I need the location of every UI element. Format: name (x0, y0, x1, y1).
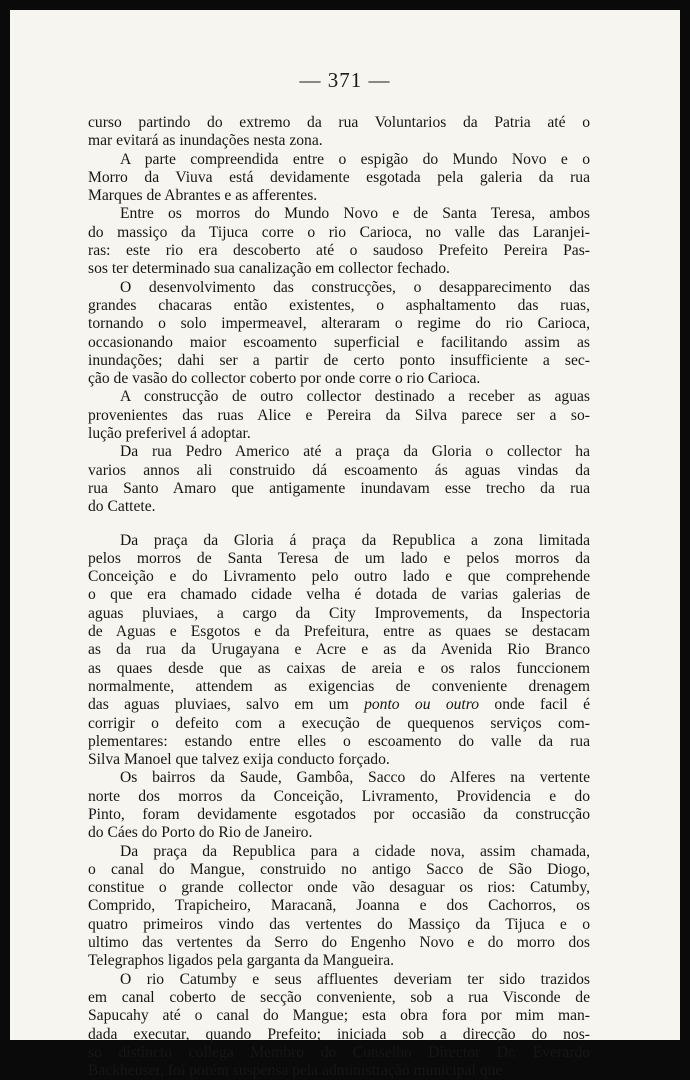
text-line: as da rua da Urugayana e Acre e as da Avenida Rio Branco (88, 641, 590, 659)
text-line: corrigir o defeito com a execução de quequenos serviços com- (88, 714, 590, 732)
text-line: dada executar, quando Prefeito; iniciada sob a direcção do nos- (88, 1025, 590, 1043)
text-line: Da rua Pedro Americo até a praça da Gloria o collector ha (120, 443, 590, 461)
text-line: grandes chacaras então existentes, o asphaltamento das ruas, (88, 296, 590, 314)
text-line: occasionando maior escoamento superficial e facilitando assim as (88, 333, 590, 351)
paragraph (88, 971, 590, 1080)
text-line: provenientes das ruas Alice e Pereira da Silva parece ser a so- (88, 406, 590, 424)
text-line: tornando o solo impermeavel, alteraram o regime do rio Carioca, (88, 315, 590, 333)
text-line: so distincto collega Membro do Conselho Director Dr. Everardo (88, 1043, 590, 1061)
text-line: mar evitará as inundações nesta zona. (88, 132, 323, 150)
text-line: Marques de Abrantes e as afferentes. (88, 187, 318, 205)
text-line: O desenvolvimento das construcções, o desapparecimento das (120, 278, 590, 296)
text-line: em canal coberto de secção conveniente, sob a rua Visconde de (88, 988, 590, 1006)
text-line: plementares: estando entre elles o escoamento do valle da rua (88, 732, 590, 750)
text-line: ção de vasão do collector coberto por onde corre o rio Carioca. (88, 370, 481, 388)
text-line: rua Santo Amaro que antigamente inundavam esse trecho da rua (88, 479, 590, 497)
text-line: A parte compreendida entre o espigão do Mundo Novo e o (120, 150, 590, 168)
text-line: sos ter determinado sua canalização em collector fechado. (88, 260, 450, 278)
text-line: do Cattete. (88, 498, 156, 516)
text-line: pelos morros de Santa Teresa de um lado e pelos morros da (88, 549, 590, 567)
paragraph (88, 843, 590, 971)
text-line: constitue o grande collector onde vão desaguar os rios: Catumby, (88, 879, 590, 897)
text-line: Comprido, Trapicheiro, Maracanã, Joanna e dos Cachorros, os (88, 897, 590, 915)
paragraph (88, 532, 590, 770)
text-line: norte dos morros da Conceição, Livramento, Providencia e do (88, 787, 590, 805)
paragraph (88, 769, 590, 842)
document-page (10, 10, 680, 1080)
text-line: o que era chamado cidade velha é dotada de varias galerias de (88, 586, 590, 604)
text-line: lução preferivel á adoptar. (88, 425, 251, 443)
text-line: das aguas pluviaes, salvo em um ponto ou outro onde facil é (88, 696, 590, 714)
text-line: inundações; dahi ser a partir de certo ponto insufficiente a sec- (88, 351, 590, 369)
text-line: varios annos ali construido dá escoamento ás aguas vindas da (88, 461, 590, 479)
text-line: de Aguas e Esgotos e da Prefeitura, entre as quaes se destacam (88, 623, 590, 641)
text-line: normalmente, attendem as exigencias de conveniente drenagem (88, 677, 590, 695)
text-line: quatro primeiros vindo das vertentes do Massiço da Tijuca e o (88, 915, 590, 933)
paragraph (88, 279, 590, 389)
paragraph (88, 205, 590, 278)
text-line: Sapucahy até o canal do Mangue; esta obra fora por mim man- (88, 1007, 590, 1025)
text-line: Da praça da Republica para a cidade nova, assim chamada, (120, 842, 590, 860)
paragraph (88, 443, 590, 516)
text-line: Entre os morros do Mundo Novo e de Santa Teresa, ambos (120, 205, 590, 223)
text-line: Telegraphos ligados pela garganta da Mangueira. (88, 952, 395, 970)
paragraph (88, 388, 590, 443)
paragraph (88, 114, 590, 151)
text-line: ras: este rio era descoberto até o saudoso Prefeito Pereira Pas- (88, 242, 590, 260)
page-number: — 371 — (299, 68, 391, 92)
text-line: do Cáes do Porto do Rio de Janeiro. (88, 824, 313, 842)
text-line: aguas pluviaes, a cargo da City Improvements, da Inspectoria (88, 604, 590, 622)
text-line: Backheuser, foi porém suspensa pela administração municipal que (88, 1062, 503, 1080)
text-line: do massiço da Tijuca corre o rio Carioca, no valle das Laranjei- (88, 223, 590, 241)
text-line: curso partindo do extremo da rua Voluntarios da Patria até o (88, 114, 590, 131)
text-line: o canal do Mangue, construido no antigo Sacco de São Diogo, (88, 860, 590, 878)
text-line: Conceição e do Livramento pelo outro lado e que comprehende (88, 568, 590, 586)
text-line: O rio Catumby e seus affluentes deveriam ter sido trazidos (120, 970, 590, 988)
text-line: A construcção de outro collector destinado a receber as aguas (120, 388, 590, 406)
text-line: ultimo das vertentes da Serro do Engenho Novo e do morro dos (88, 934, 590, 952)
text-line: Da praça da Gloria á praça da Republica a zona limitada (120, 531, 590, 549)
text-line: Pinto, foram devidamente esgotados por occasião da construcção (88, 805, 590, 823)
body-text (88, 114, 590, 1080)
text-line: as quaes desde que as caixas de areia e os ralos funccionem (88, 659, 590, 677)
text-line: Silva Manoel que talvez exija conducto forçado. (88, 751, 390, 769)
paragraph (88, 151, 590, 206)
text-line: Morro da Viuva está devidamente esgotada pela galeria da rua (88, 168, 590, 186)
text-line: Os bairros da Saude, Gambôa, Sacco do Alferes na vertente (120, 769, 590, 787)
